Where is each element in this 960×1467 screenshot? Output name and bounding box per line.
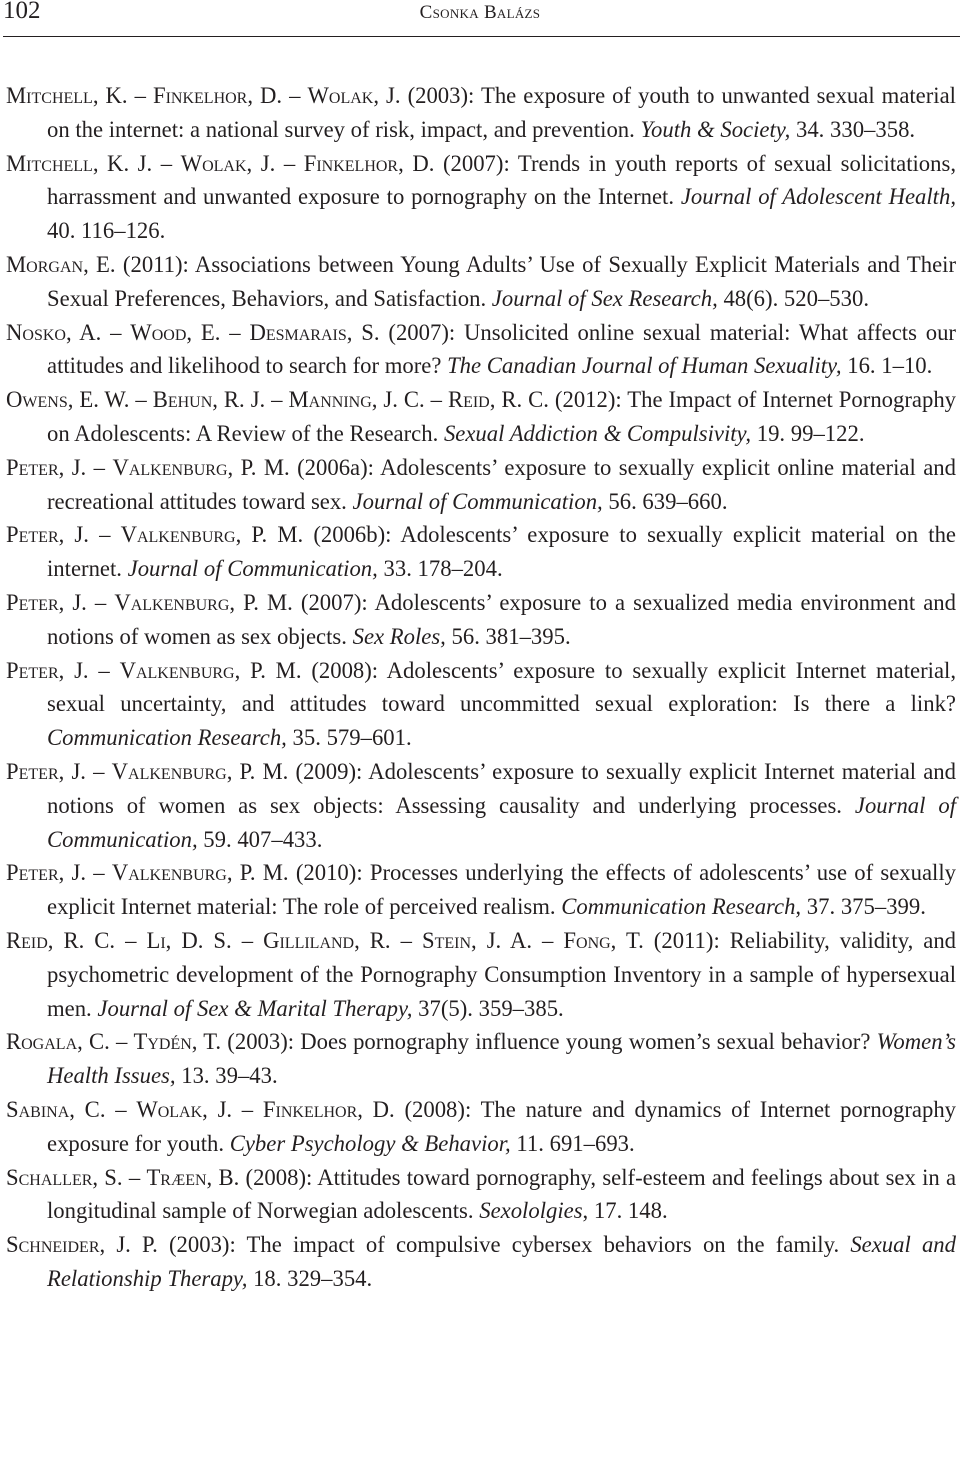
author-separator: – xyxy=(86,589,115,615)
reference-title: (2008): Adolescents’ exposure to sexually explicit Internet material, sexual uncertainty, and attitudes toward uncommitted sexual exploration: Is there a link? xyxy=(47,657,956,717)
reference-venue: Sexual and Relationship Therapy, xyxy=(47,1232,956,1291)
header-rule xyxy=(3,36,960,37)
reference-pages: 37. 375–399. xyxy=(801,894,926,920)
author-separator: – xyxy=(105,1096,137,1122)
reference-author: Owens, E. W. xyxy=(6,387,130,413)
reference-author: Fong, T. xyxy=(563,927,644,953)
reference-author: Sabina, C. xyxy=(6,1096,106,1122)
reference-pages: 18. 329–354. xyxy=(247,1265,373,1291)
reference-pages: 56. 381–395. xyxy=(445,623,571,649)
reference-venue: Journal of Sex & Marital Therapy, xyxy=(97,995,413,1021)
reference-entry xyxy=(6,924,956,1025)
reference-venue: Sexololgies xyxy=(479,1198,583,1224)
reference-author: Nosko, A. xyxy=(6,319,102,345)
reference-title: (2010): Processes underlying the effects of adolescents’ use of sexually explicit Internet material: The role of perceived realism. xyxy=(47,860,956,920)
reference-title: (2007): Trends in youth reports of sexual solicitations, harrassment and unwanted exposure to pornography on the Internet. xyxy=(47,150,956,210)
reference-author: Behun, R. J. xyxy=(152,387,266,413)
reference-author: Desmarais, S. xyxy=(249,319,380,345)
reference-title: (2011): Reliability, validity, and psychometric development of the Pornography Consumption Inventory in a sample of hypersexual men. xyxy=(47,927,957,1021)
reference-author: Schneider, J. P. xyxy=(6,1232,158,1258)
author-separator: – xyxy=(129,387,153,413)
reference-title: (2009): Adolescents’ exposure to sexually explicit Internet material and notions of women as sex objects: Assessing causality and underlying processes. xyxy=(47,758,956,818)
reference-author: Wolak, J. xyxy=(180,150,276,176)
reference-venue: Women’s Health Issues, xyxy=(47,1029,956,1089)
reference-entry xyxy=(6,147,956,248)
reference-venue: Journal of Communication, xyxy=(47,792,956,852)
reference-venue: Journal of Sex Research, xyxy=(491,285,718,311)
reference-author: Wolak, J. xyxy=(307,83,401,108)
reference-title: (2011): Associations between Young Adults’ Use of Sexually Explicit Materials and Their Sexual Preferences, Behaviors, and Satisfaction. xyxy=(47,251,957,311)
author-separator: – xyxy=(127,83,153,108)
reference-author: Peter, J. xyxy=(6,522,89,548)
reference-author: Finkelhor, D. xyxy=(262,1096,395,1122)
reference-venue: The Canadian Journal of Human Sexuality, xyxy=(447,353,842,379)
author-separator: – xyxy=(265,387,289,413)
author-separator: – xyxy=(109,1029,134,1055)
author-separator: – xyxy=(86,454,113,480)
reference-author: Finkelhor, D. xyxy=(303,150,435,176)
reference-pages: 59. 407–433. xyxy=(197,826,323,852)
author-separator: – xyxy=(275,150,304,176)
reference-title: (2008): The nature and dynamics of Internet pornography exposure for youth. xyxy=(47,1096,957,1156)
reference-author: Schaller, S. xyxy=(6,1164,123,1190)
reference-author: Stein, J. A. xyxy=(421,927,533,953)
reference-list xyxy=(6,79,956,1296)
reference-author: Mitchell, K. xyxy=(6,83,128,108)
author-separator: – xyxy=(231,927,264,953)
reference-pages: 34. 330–358. xyxy=(790,116,916,142)
reference-author: Peter, J. xyxy=(6,589,87,615)
author-separator: – xyxy=(390,927,422,953)
reference-entry xyxy=(6,1093,956,1161)
author-separator: – xyxy=(86,860,112,886)
author-separator: – xyxy=(115,927,147,953)
reference-entry xyxy=(6,1025,956,1093)
reference-author: Gilliland, R. xyxy=(263,927,391,953)
reference-title: (2006b): Adolescents’ exposure to sexually explicit material on the internet. xyxy=(47,522,957,582)
author-separator: – xyxy=(152,150,181,176)
reference-pages: 13. 39–43. xyxy=(175,1063,278,1089)
author-separator: – xyxy=(282,83,308,108)
reference-venue: Journal of Adolescent Health, xyxy=(680,184,956,210)
reference-entry xyxy=(6,586,956,654)
reference-title: (2007): Adolescents’ exposure to a sexualized media environment and notions of women as sex objects. xyxy=(47,589,956,649)
reference-author: Valkenburg, P. M. xyxy=(111,860,289,886)
reference-author: Peter, J. xyxy=(6,860,87,886)
reference-pages: 37(5). 359–385. xyxy=(412,995,564,1021)
page-header xyxy=(0,0,960,30)
reference-pages: 33. 178–204. xyxy=(377,556,503,582)
author-separator: – xyxy=(220,319,250,345)
reference-author: Manning, J. C. xyxy=(288,387,425,413)
reference-venue: Youth & Society, xyxy=(640,116,791,142)
reference-venue: Journal of Communication, xyxy=(352,488,603,514)
reference-author: Peter, J. xyxy=(6,657,89,683)
reference-author: Peter, J. xyxy=(6,454,87,480)
reference-title: (2012): The Impact of Internet Pornography on Adolescents: A Review of the Research. xyxy=(47,387,957,446)
reference-author: Valkenburg, P. M. xyxy=(120,522,304,548)
reference-author: Træen, B. xyxy=(146,1164,240,1190)
reference-entry xyxy=(6,248,956,316)
reference-entry xyxy=(6,1161,956,1229)
reference-title: (2007): Unsolicited online sexual material: What affects our attitudes and likelihood to search for more? xyxy=(47,319,956,379)
reference-entry xyxy=(6,383,956,451)
reference-venue: Communication Research, xyxy=(561,894,802,920)
reference-author: Wood, E. xyxy=(130,319,221,345)
reference-entry xyxy=(6,654,956,755)
reference-pages: 16. 1–10. xyxy=(841,353,933,379)
reference-venue: Journal of Communication, xyxy=(127,556,378,582)
reference-pages: 35. 579–601. xyxy=(286,725,412,751)
author-separator: – xyxy=(88,522,121,548)
author-separator: – xyxy=(88,657,120,683)
reference-entry xyxy=(6,316,956,384)
page-number: 102 xyxy=(3,0,41,24)
reference-pages: 11. 691–693. xyxy=(510,1130,635,1156)
reference-author: Reid, R. C. xyxy=(447,387,549,413)
author-separator: – xyxy=(101,319,131,345)
author-separator: – xyxy=(122,1164,147,1190)
reference-title: (2003): The exposure of youth to unwanted sexual material on the internet: a national survey of risk, impact, and prevention. xyxy=(47,83,956,142)
reference-entry xyxy=(6,755,956,856)
reference-author: Li, D. S. xyxy=(146,927,232,953)
reference-title: (2003): The impact of compulsive cybersex behaviors on the family. xyxy=(157,1232,851,1258)
reference-title: (2003): Does pornography influence young women’s sexual behavior? xyxy=(221,1029,877,1055)
reference-entry xyxy=(6,79,956,147)
running-head xyxy=(0,0,960,28)
reference-venue: Sexual Addiction & Compulsivity, xyxy=(443,420,752,446)
reference-venue: Cyber Psychology & Behavior, xyxy=(229,1130,511,1156)
reference-author: Peter, J. xyxy=(6,758,86,784)
reference-pages: 19. 99–122. xyxy=(751,420,865,446)
reference-author: Reid, R. C. xyxy=(6,927,116,953)
reference-entry xyxy=(6,518,956,586)
running-head-text: Csonka Balázs xyxy=(419,2,541,23)
reference-venue: Communication Research, xyxy=(47,725,287,751)
author-separator: – xyxy=(424,387,448,413)
reference-title: (2008): Attitudes toward pornography, self-esteem and feelings about sex in a longitudinal sample of Norwegian adolescents. xyxy=(47,1164,957,1224)
author-separator: – xyxy=(532,927,564,953)
author-separator: – xyxy=(85,758,112,784)
reference-entry xyxy=(6,856,956,924)
reference-author: Valkenburg, P. M. xyxy=(119,657,302,683)
reference-pages: 40. 116–126. xyxy=(47,218,166,244)
reference-entry xyxy=(6,451,956,519)
reference-author: Mitchell, K. J. xyxy=(6,150,153,176)
reference-venue: Sex Roles, xyxy=(352,623,446,649)
reference-pages: , 17. 148. xyxy=(582,1198,668,1224)
reference-pages: 48(6). 520–530. xyxy=(717,285,870,311)
reference-author: Morgan, E. xyxy=(6,251,116,277)
reference-author: Wolak, J. xyxy=(136,1096,233,1122)
reference-pages: 56. 639–660. xyxy=(602,488,728,514)
reference-author: Valkenburg, P. M. xyxy=(114,589,293,615)
author-separator: – xyxy=(232,1096,263,1122)
reference-entry xyxy=(6,1228,956,1296)
reference-author: Valkenburg, P. M. xyxy=(112,454,290,480)
reference-author: Valkenburg, P. M. xyxy=(111,758,289,784)
reference-author: Tydén, T. xyxy=(133,1029,222,1055)
reference-author: Rogala, C. xyxy=(6,1029,110,1055)
reference-title: (2006a): Adolescents’ exposure to sexually explicit online material and recreational attitudes toward sex. xyxy=(47,454,956,514)
reference-author: Finkelhor, D. xyxy=(152,83,283,108)
